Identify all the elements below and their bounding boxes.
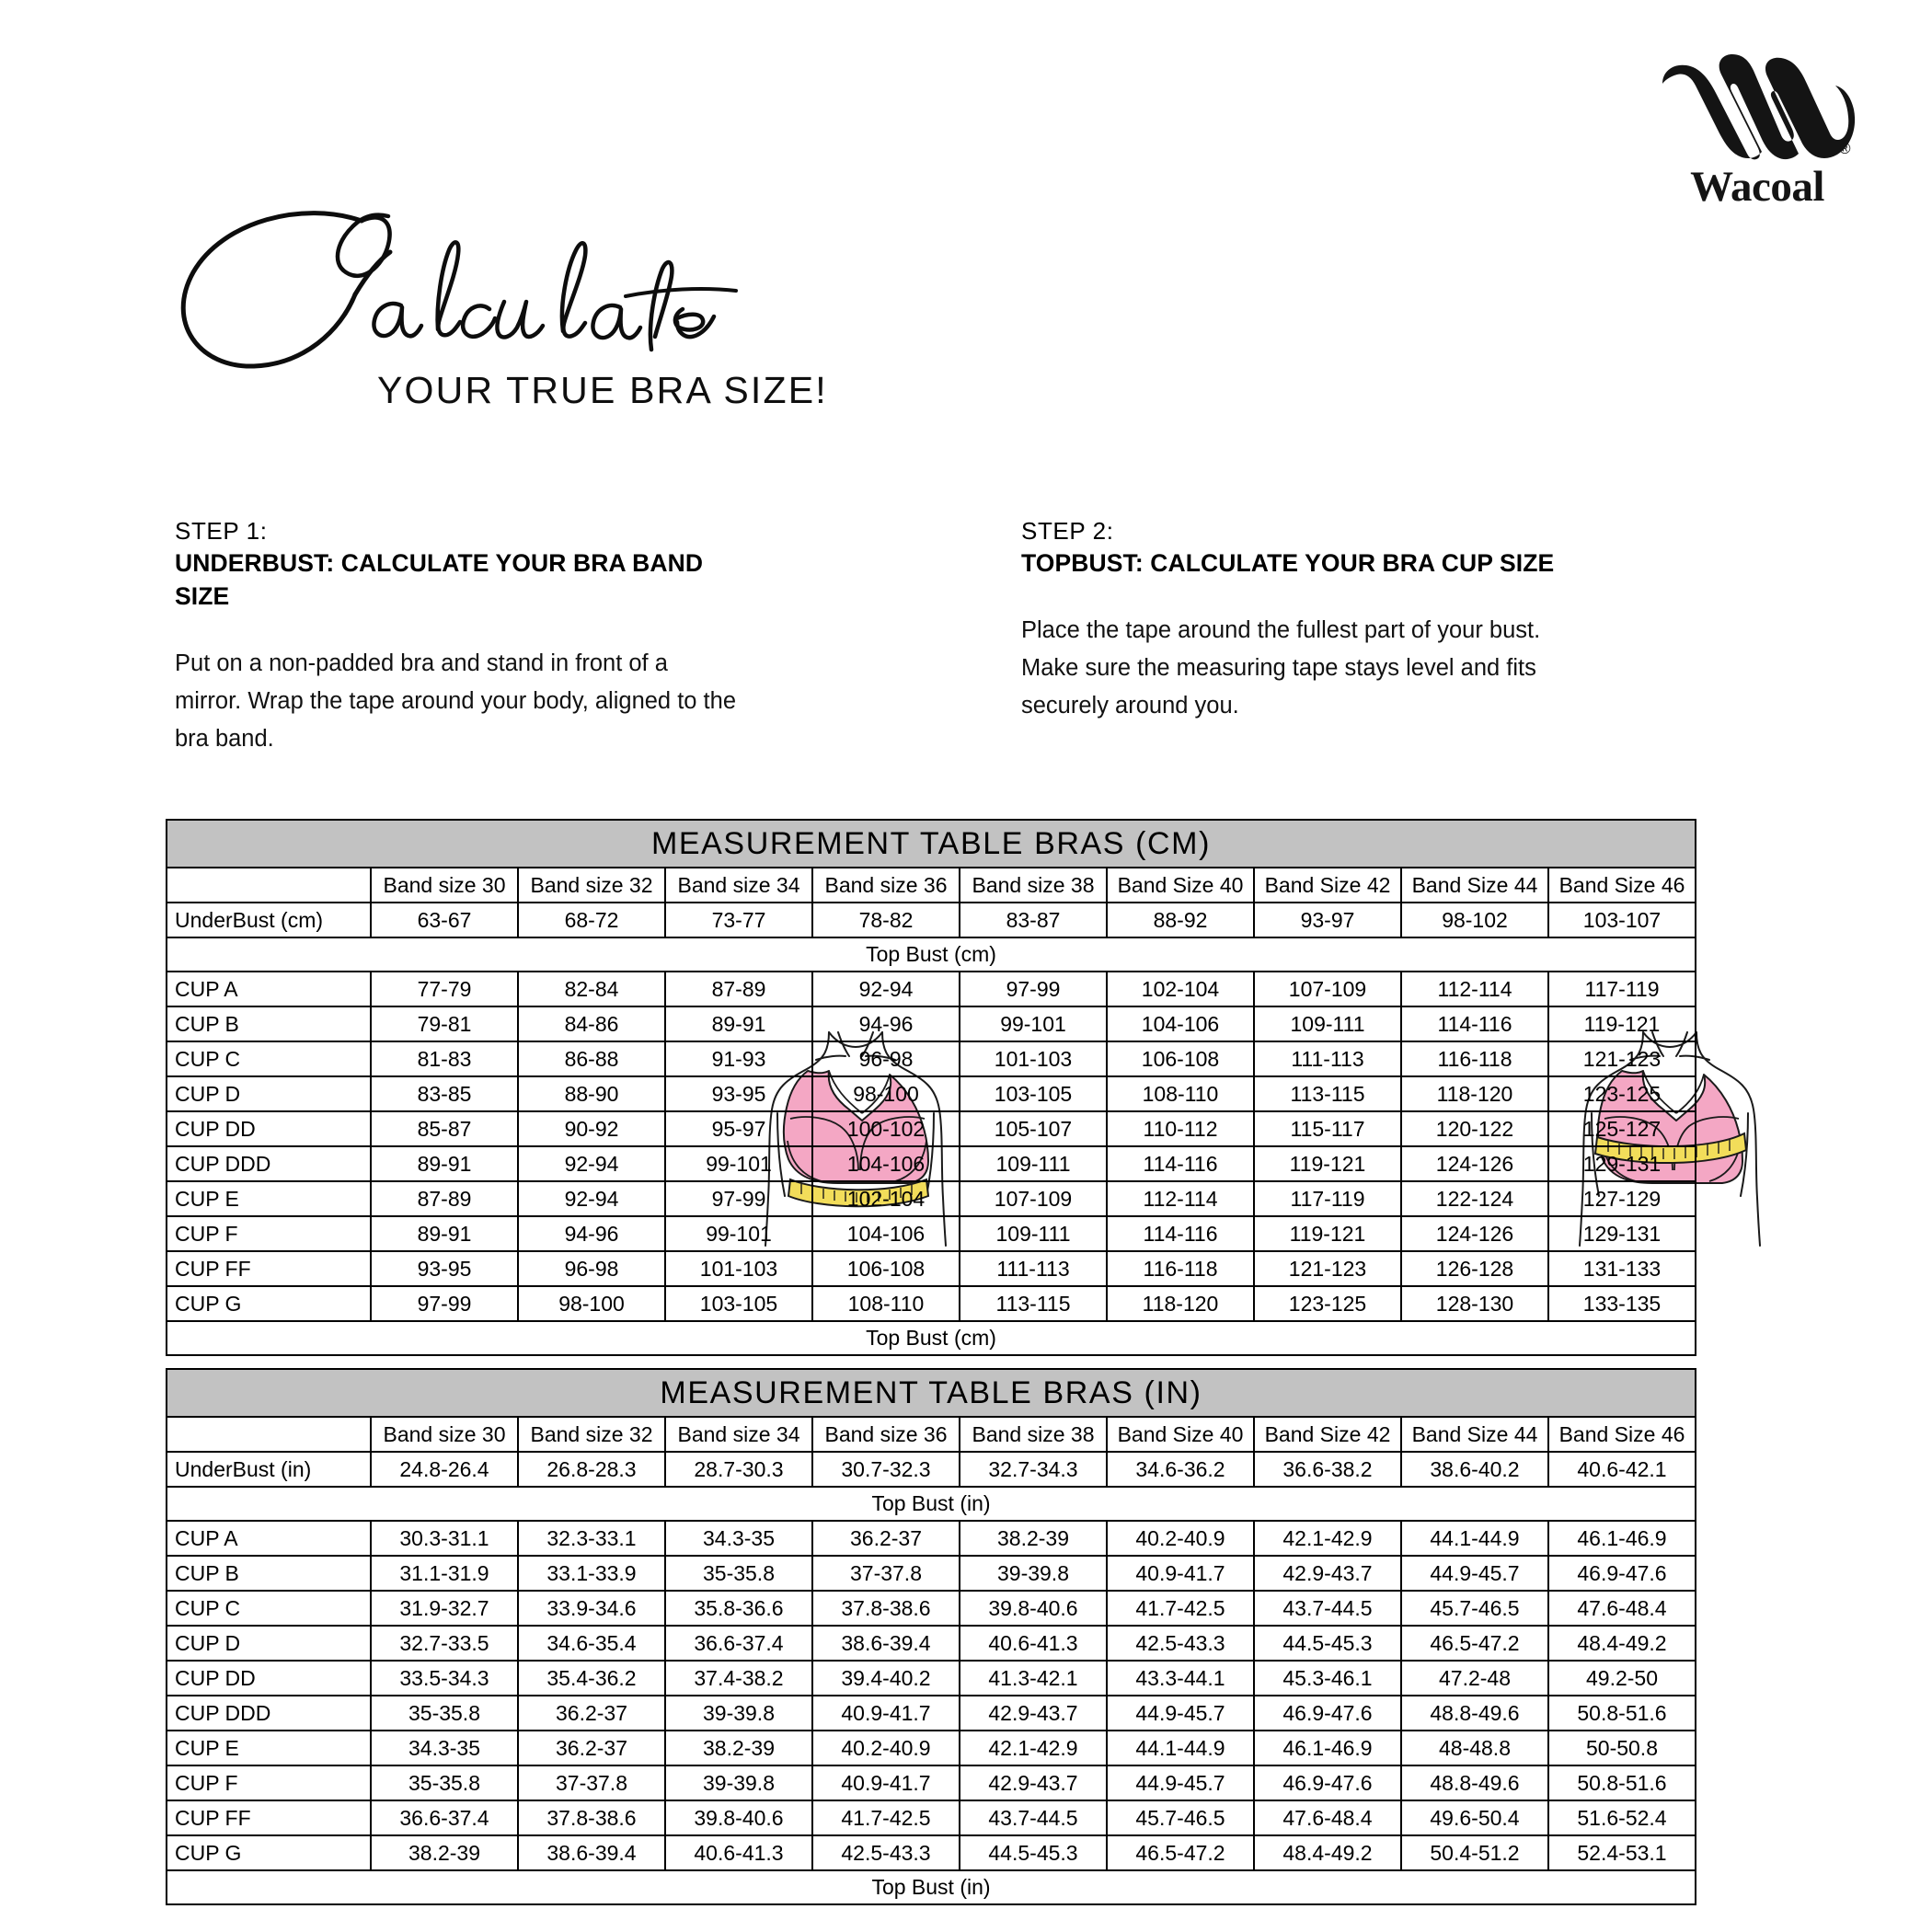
table-row [167,1696,1696,1731]
table-header-row [167,1417,1696,1452]
underbust-cell: 38.6-40.2 [1401,1452,1548,1487]
cell: 115-117 [1254,1111,1401,1146]
col-header-band-36: Band size 36 [812,868,960,903]
cell: 85-87 [371,1111,518,1146]
cell: 103-105 [665,1286,812,1321]
cell: 46.1-46.9 [1254,1731,1401,1765]
cell: 128-130 [1401,1286,1548,1321]
underbust-cell: 83-87 [960,903,1107,937]
underbust-cell: 73-77 [665,903,812,937]
table-row [167,1556,1696,1591]
col-header-band-46: Band Size 46 [1548,868,1696,903]
table-row [167,1216,1696,1251]
step-2-label: STEP 2: [1021,517,1114,545]
cell: 112-114 [1107,1181,1254,1216]
table-row [167,1731,1696,1765]
cup-label: CUP DD [167,1111,371,1146]
cell: 44.1-44.9 [1401,1521,1548,1556]
cell: 117-119 [1254,1181,1401,1216]
cell: 52.4-53.1 [1548,1835,1696,1870]
cell: 42.5-43.3 [812,1835,960,1870]
table-row [167,1591,1696,1626]
cell: 89-91 [665,1006,812,1041]
step-1 [175,515,736,759]
cell: 102-104 [812,1181,960,1216]
cell: 94-96 [812,1006,960,1041]
cell: 133-135 [1548,1286,1696,1321]
cell: 44.9-45.7 [1107,1696,1254,1731]
page-subtitle: YOUR TRUE BRA SIZE! [377,369,828,411]
wacoal-wordmark [1659,163,1857,211]
table-row [167,1076,1696,1111]
step-1-body: Put on a non-padded bra and stand in front of a mirror. Wrap the tape around your body, aligned to the bra band. [175,650,736,753]
cell: 37-37.8 [518,1765,665,1800]
table-row [167,972,1696,1006]
table-row [167,1800,1696,1835]
cell: 93-95 [665,1076,812,1111]
cup-label: CUP A [167,1521,371,1556]
cell: 36.2-37 [518,1731,665,1765]
underbust-label: UnderBust (cm) [167,903,371,937]
cup-label: CUP E [167,1731,371,1765]
cell: 113-115 [960,1286,1107,1321]
cell: 92-94 [812,972,960,1006]
cell: 101-103 [960,1041,1107,1076]
measurement-table-in [166,1368,1696,1905]
cup-label: CUP D [167,1626,371,1661]
cell: 47.6-48.4 [1548,1591,1696,1626]
cell: 92-94 [518,1146,665,1181]
cell: 98-100 [812,1076,960,1111]
cell: 44.5-45.3 [1254,1626,1401,1661]
col-header-band-30: Band size 30 [371,868,518,903]
cell: 43.3-44.1 [1107,1661,1254,1696]
cup-label: CUP D [167,1076,371,1111]
cell: 119-121 [1548,1006,1696,1041]
cell: 48-48.8 [1401,1731,1548,1765]
cell: 39.4-40.2 [812,1661,960,1696]
col-header-band-44: Band Size 44 [1401,868,1548,903]
cell: 47.6-48.4 [1254,1800,1401,1835]
cell: 103-105 [960,1076,1107,1111]
cell: 35-35.8 [371,1696,518,1731]
cell: 99-101 [665,1216,812,1251]
cell: 41.3-42.1 [960,1661,1107,1696]
cell: 97-99 [960,972,1107,1006]
cell: 111-113 [1254,1041,1401,1076]
cell: 50.8-51.6 [1548,1765,1696,1800]
cell: 38.2-39 [665,1731,812,1765]
cell: 34.3-35 [665,1521,812,1556]
cell: 126-128 [1401,1251,1548,1286]
cell: 42.1-42.9 [960,1731,1107,1765]
table-row [167,1286,1696,1321]
cup-label: CUP A [167,972,371,1006]
cell: 77-79 [371,972,518,1006]
cup-label: CUP DDD [167,1696,371,1731]
cell: 112-114 [1401,972,1548,1006]
col-header-band-34: Band size 34 [665,868,812,903]
cell: 46.9-47.6 [1254,1696,1401,1731]
cell: 122-124 [1401,1181,1548,1216]
cup-label: CUP F [167,1765,371,1800]
col-header-band-30: Band size 30 [371,1417,518,1452]
cell: 31.9-32.7 [371,1591,518,1626]
cell: 38.2-39 [371,1835,518,1870]
cell: 37.4-38.2 [665,1661,812,1696]
cell: 104-106 [812,1146,960,1181]
underbust-row [167,1452,1696,1487]
table-row [167,1146,1696,1181]
cell: 40.9-41.7 [1107,1556,1254,1591]
cell: 116-118 [1107,1251,1254,1286]
cell: 106-108 [812,1251,960,1286]
table-header-row [167,868,1696,903]
cup-label: CUP G [167,1286,371,1321]
cell: 36.6-37.4 [371,1800,518,1835]
cell: 36.2-37 [518,1696,665,1731]
svg-text:Wacoal: Wacoal [1689,163,1824,211]
table-row [167,1181,1696,1216]
cell: 50-50.8 [1548,1731,1696,1765]
cell: 124-126 [1401,1216,1548,1251]
cell: 40.9-41.7 [812,1765,960,1800]
table-row [167,1111,1696,1146]
cell: 44.1-44.9 [1107,1731,1254,1765]
in-topbust-footer-label: Top Bust (in) [167,1870,1696,1904]
cell: 48.4-49.2 [1254,1835,1401,1870]
cell: 51.6-52.4 [1548,1800,1696,1835]
cell: 99-101 [665,1146,812,1181]
section-row [167,937,1696,972]
table-row [167,1835,1696,1870]
cell: 35.8-36.6 [665,1591,812,1626]
cell: 37.8-38.6 [518,1800,665,1835]
cup-label: CUP DD [167,1661,371,1696]
cell: 118-120 [1401,1076,1548,1111]
cell: 32.7-33.5 [371,1626,518,1661]
corner-cell [167,1417,371,1452]
cup-label: CUP FF [167,1251,371,1286]
cell: 104-106 [1107,1006,1254,1041]
col-header-band-44: Band Size 44 [1401,1417,1548,1452]
in-table-banner: MEASUREMENT TABLE BRAS (IN) [167,1369,1696,1417]
cell: 129-131 [1548,1146,1696,1181]
cell: 117-119 [1548,972,1696,1006]
underbust-cell: 34.6-36.2 [1107,1452,1254,1487]
table-row [167,1661,1696,1696]
cell: 111-113 [960,1251,1107,1286]
cell: 37.8-38.6 [812,1591,960,1626]
cell: 88-90 [518,1076,665,1111]
cell: 107-109 [960,1181,1107,1216]
underbust-row [167,903,1696,937]
cell: 87-89 [665,972,812,1006]
cell: 44.5-45.3 [960,1835,1107,1870]
cell: 95-97 [665,1111,812,1146]
cell: 30.3-31.1 [371,1521,518,1556]
cell: 119-121 [1254,1146,1401,1181]
table-row [167,1765,1696,1800]
col-header-band-32: Band size 32 [518,868,665,903]
cell: 37-37.8 [812,1556,960,1591]
cup-label: CUP G [167,1835,371,1870]
cup-label: CUP B [167,1006,371,1041]
cell: 46.9-47.6 [1548,1556,1696,1591]
cup-label: CUP B [167,1556,371,1591]
table-row [167,1521,1696,1556]
step-1-heading: UNDERBUST: CALCULATE YOUR BRA BAND SIZE [175,549,704,610]
footer-row [167,1870,1696,1904]
cell: 129-131 [1548,1216,1696,1251]
cell: 38.6-39.4 [812,1626,960,1661]
cell: 97-99 [665,1181,812,1216]
cell: 33.9-34.6 [518,1591,665,1626]
cell: 118-120 [1107,1286,1254,1321]
cell: 43.7-44.5 [960,1800,1107,1835]
cell: 32.3-33.1 [518,1521,665,1556]
cell: 89-91 [371,1146,518,1181]
underbust-cell: 93-97 [1254,903,1401,937]
cell: 101-103 [665,1251,812,1286]
footer-row [167,1321,1696,1355]
page-title [166,184,994,412]
cell: 42.9-43.7 [960,1765,1107,1800]
cup-label: CUP FF [167,1800,371,1835]
cell: 131-133 [1548,1251,1696,1286]
step-2-heading: TOPBUST: CALCULATE YOUR BRA CUP SIZE [1021,549,1555,578]
cell: 40.6-41.3 [960,1626,1107,1661]
cell: 33.1-33.9 [518,1556,665,1591]
underbust-label: UnderBust (in) [167,1452,371,1487]
cell: 108-110 [812,1286,960,1321]
cup-label: CUP F [167,1216,371,1251]
cm-topbust-section-label: Top Bust (cm) [167,937,1696,972]
cell: 114-116 [1107,1146,1254,1181]
cell: 40.2-40.9 [1107,1521,1254,1556]
table-banner-row [167,1369,1696,1417]
cell: 50.4-51.2 [1401,1835,1548,1870]
cell: 47.2-48 [1401,1661,1548,1696]
cell: 43.7-44.5 [1254,1591,1401,1626]
cell: 119-121 [1254,1216,1401,1251]
table-banner-row [167,820,1696,868]
registered-trademark-symbol: ® [1838,140,1851,157]
cell: 49.6-50.4 [1401,1800,1548,1835]
cell: 34.6-35.4 [518,1626,665,1661]
cell: 81-83 [371,1041,518,1076]
corner-cell [167,868,371,903]
steps-section [0,515,1932,753]
table-row [167,1626,1696,1661]
in-topbust-section-label: Top Bust (in) [167,1487,1696,1521]
underbust-cell: 30.7-32.3 [812,1452,960,1487]
underbust-cell: 63-67 [371,903,518,937]
cell: 39.8-40.6 [960,1591,1107,1626]
cell: 35.4-36.2 [518,1661,665,1696]
cell: 116-118 [1401,1041,1548,1076]
cell: 86-88 [518,1041,665,1076]
cm-table-banner: MEASUREMENT TABLE BRAS (CM) [167,820,1696,868]
cell: 96-98 [812,1041,960,1076]
wacoal-logo [1633,51,1881,211]
cell: 50.8-51.6 [1548,1696,1696,1731]
cell: 44.9-45.7 [1107,1765,1254,1800]
cell: 38.2-39 [960,1521,1107,1556]
cell: 84-86 [518,1006,665,1041]
cell: 120-122 [1401,1111,1548,1146]
cell: 109-111 [960,1216,1107,1251]
cell: 41.7-42.5 [812,1800,960,1835]
underbust-cell: 88-92 [1107,903,1254,937]
cell: 83-85 [371,1076,518,1111]
cell: 121-123 [1254,1251,1401,1286]
col-header-band-38: Band size 38 [960,868,1107,903]
cell: 42.9-43.7 [960,1696,1107,1731]
cell: 92-94 [518,1181,665,1216]
cell: 42.1-42.9 [1254,1521,1401,1556]
cell: 105-107 [960,1111,1107,1146]
cell: 41.7-42.5 [1107,1591,1254,1626]
underbust-cell: 78-82 [812,903,960,937]
cell: 109-111 [960,1146,1107,1181]
underbust-cell: 26.8-28.3 [518,1452,665,1487]
col-header-band-40: Band Size 40 [1107,1417,1254,1452]
cell: 45.7-46.5 [1401,1591,1548,1626]
cell: 40.9-41.7 [812,1696,960,1731]
underbust-cell: 68-72 [518,903,665,937]
cell: 79-81 [371,1006,518,1041]
cell: 46.1-46.9 [1548,1521,1696,1556]
cell: 102-104 [1107,972,1254,1006]
measurement-table-cm [166,819,1696,1356]
cell: 48.8-49.6 [1401,1696,1548,1731]
cell: 121-123 [1548,1041,1696,1076]
cell: 124-126 [1401,1146,1548,1181]
cell: 46.9-47.6 [1254,1765,1401,1800]
cell: 96-98 [518,1251,665,1286]
cell: 113-115 [1254,1076,1401,1111]
cell: 108-110 [1107,1076,1254,1111]
cell: 35-35.8 [371,1765,518,1800]
underbust-cell: 98-102 [1401,903,1548,937]
cell: 44.9-45.7 [1401,1556,1548,1591]
cup-label: CUP DDD [167,1146,371,1181]
cell: 45.7-46.5 [1107,1800,1254,1835]
cell: 114-116 [1401,1006,1548,1041]
step-2-body: Place the tape around the fullest part of your bust. Make sure the measuring tape stays level and fits securely around you. [1021,616,1541,719]
col-header-band-38: Band size 38 [960,1417,1107,1452]
step-1-label: STEP 1: [175,517,268,545]
cup-label: CUP C [167,1591,371,1626]
cell: 39-39.8 [960,1556,1107,1591]
cell: 97-99 [371,1286,518,1321]
cell: 34.3-35 [371,1731,518,1765]
cell: 35-35.8 [665,1556,812,1591]
col-header-band-40: Band Size 40 [1107,868,1254,903]
cell: 82-84 [518,972,665,1006]
cell: 107-109 [1254,972,1401,1006]
cell: 110-112 [1107,1111,1254,1146]
cell: 91-93 [665,1041,812,1076]
cell: 106-108 [1107,1041,1254,1076]
cell: 94-96 [518,1216,665,1251]
cell: 42.5-43.3 [1107,1626,1254,1661]
cell: 127-129 [1548,1181,1696,1216]
cell: 46.5-47.2 [1401,1626,1548,1661]
cell: 99-101 [960,1006,1107,1041]
cell: 36.6-37.4 [665,1626,812,1661]
cell: 98-100 [518,1286,665,1321]
cm-topbust-footer-label: Top Bust (cm) [167,1321,1696,1355]
table-row [167,1251,1696,1286]
cell: 48.4-49.2 [1548,1626,1696,1661]
cell: 123-125 [1254,1286,1401,1321]
cell: 36.2-37 [812,1521,960,1556]
calculate-script-title [166,184,810,382]
cell: 93-95 [371,1251,518,1286]
col-header-band-34: Band size 34 [665,1417,812,1452]
cell: 100-102 [812,1111,960,1146]
cell: 39-39.8 [665,1696,812,1731]
cell: 40.6-41.3 [665,1835,812,1870]
cell: 39-39.8 [665,1765,812,1800]
table-row [167,1006,1696,1041]
cell: 46.5-47.2 [1107,1835,1254,1870]
col-header-band-32: Band size 32 [518,1417,665,1452]
col-header-band-42: Band Size 42 [1254,868,1401,903]
cell: 114-116 [1107,1216,1254,1251]
cell: 40.2-40.9 [812,1731,960,1765]
underbust-cell: 103-107 [1548,903,1696,937]
cup-label: CUP E [167,1181,371,1216]
col-header-band-46: Band Size 46 [1548,1417,1696,1452]
underbust-cell: 32.7-34.3 [960,1452,1107,1487]
cell: 109-111 [1254,1006,1401,1041]
cell: 87-89 [371,1181,518,1216]
step-2 [1021,515,1582,726]
wacoal-w-mark-icon [1659,51,1857,161]
cell: 48.8-49.6 [1401,1765,1548,1800]
cell: 123-125 [1548,1076,1696,1111]
cell: 125-127 [1548,1111,1696,1146]
cell: 33.5-34.3 [371,1661,518,1696]
cup-label: CUP C [167,1041,371,1076]
cell: 104-106 [812,1216,960,1251]
cell: 31.1-31.9 [371,1556,518,1591]
underbust-cell: 36.6-38.2 [1254,1452,1401,1487]
cell: 42.9-43.7 [1254,1556,1401,1591]
col-header-band-36: Band size 36 [812,1417,960,1452]
underbust-cell: 40.6-42.1 [1548,1452,1696,1487]
col-header-band-42: Band Size 42 [1254,1417,1401,1452]
cell: 39.8-40.6 [665,1800,812,1835]
cell: 89-91 [371,1216,518,1251]
section-row [167,1487,1696,1521]
cell: 49.2-50 [1548,1661,1696,1696]
cell: 90-92 [518,1111,665,1146]
underbust-cell: 28.7-30.3 [665,1452,812,1487]
table-row [167,1041,1696,1076]
underbust-cell: 24.8-26.4 [371,1452,518,1487]
cell: 45.3-46.1 [1254,1661,1401,1696]
cell: 38.6-39.4 [518,1835,665,1870]
